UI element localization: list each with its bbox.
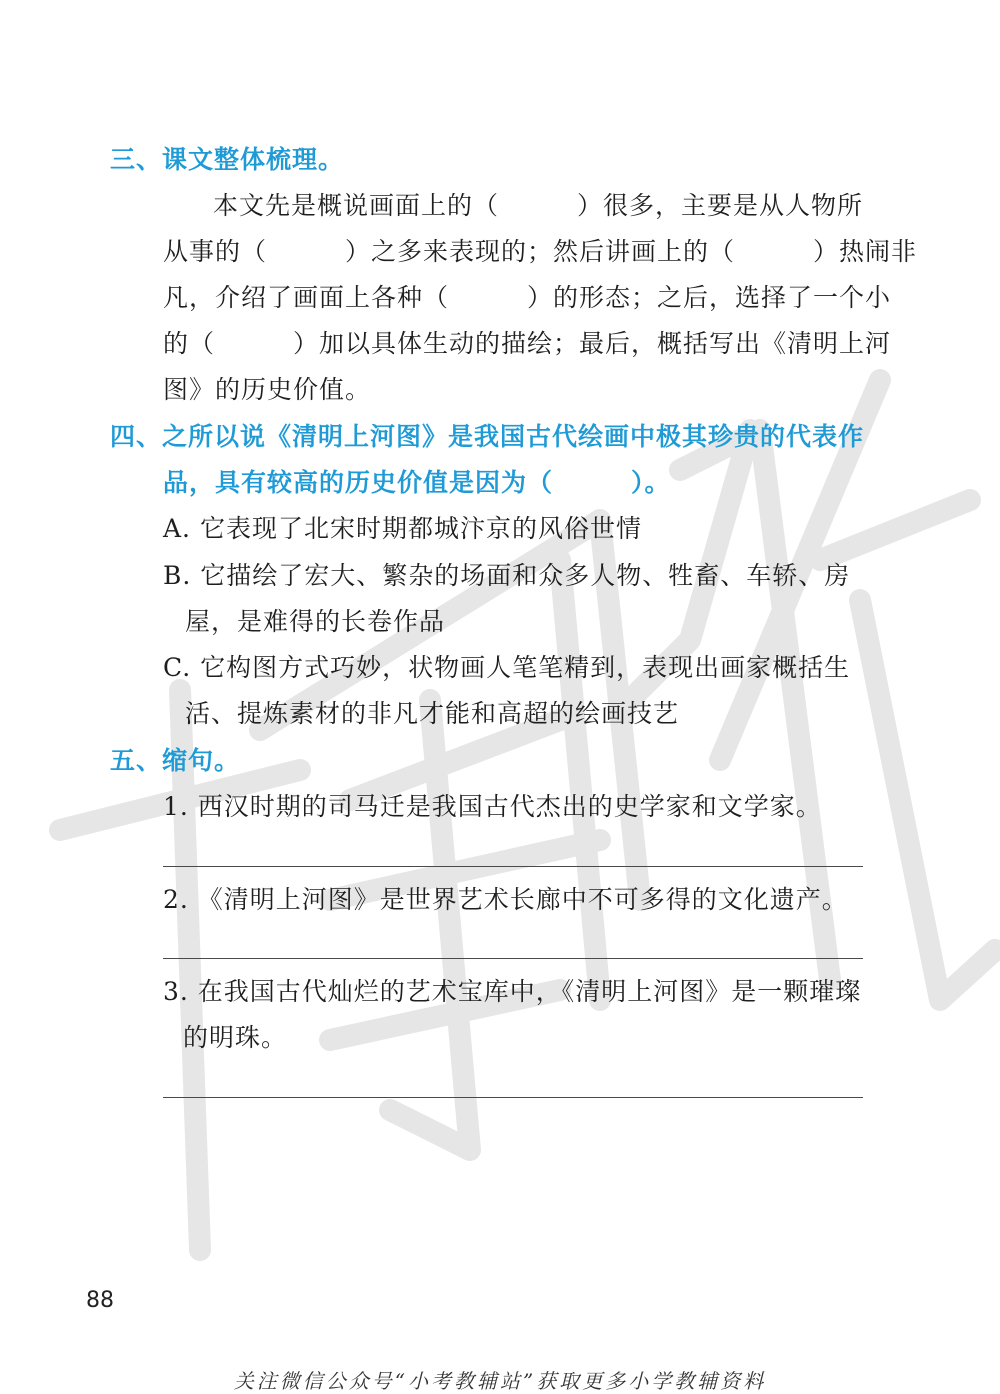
section3-line-4: 的（ ）加以具体生动的描绘；最后，概括写出《清明上河 — [163, 329, 892, 358]
page-number: 88 — [86, 1288, 114, 1313]
answer-line-2[interactable] — [163, 958, 863, 959]
section3-line-2: 从事的（ ）之多来表现的；然后讲画上的（ ）热闹非 — [163, 237, 918, 266]
item-3-line-1: 3. 在我国古代灿烂的艺术宝库中，《清明上河图》是一颗璀璨 — [163, 977, 862, 1006]
item-2: 2. 《清明上河图》是世界艺术长廊中不可多得的文化遗产。 — [163, 885, 848, 914]
section4-heading-line-2: 品，具有较高的历史价值是因为（ ）。 — [163, 468, 671, 497]
section3-line-3: 凡，介绍了画面上各种（ ）的形态；之后，选择了一个小 — [163, 283, 892, 312]
section3-heading: 三、课文整体梳理。 — [110, 145, 345, 174]
section5-heading: 五、缩句。 — [110, 746, 241, 775]
answer-line-1[interactable] — [163, 866, 863, 867]
option-a: A. 它表现了北宋时期都城汴京的风俗世情 — [163, 514, 642, 543]
section3-line-5: 图》的历史价值。 — [163, 375, 372, 404]
option-b-line-2: 屋，是难得的长卷作品 — [185, 607, 446, 636]
option-c-line-1: C. 它构图方式巧妙，状物画人笔笔精到，表现出画家概括生 — [163, 653, 851, 682]
item-1: 1. 西汉时期的司马迁是我国古代杰出的史学家和文学家。 — [163, 792, 822, 821]
answer-line-3[interactable] — [163, 1097, 863, 1098]
footer-note: 关注微信公众号“小考教辅站”获取更多小学教辅资料 — [233, 1369, 767, 1393]
section4-heading-line-1: 四、之所以说《清明上河图》是我国古代绘画中极其珍贵的代表作 — [110, 422, 865, 451]
option-b-line-1: B. 它描绘了宏大、繁杂的场面和众多人物、牲畜、车轿、房 — [163, 561, 851, 590]
section3-line-1: 本文先是概说画面上的（ ）很多，主要是从人物所 — [213, 191, 864, 220]
item-3-line-2: 的明珠。 — [183, 1023, 288, 1052]
option-c-line-2: 活、提炼素材的非凡才能和高超的绘画技艺 — [185, 699, 680, 728]
